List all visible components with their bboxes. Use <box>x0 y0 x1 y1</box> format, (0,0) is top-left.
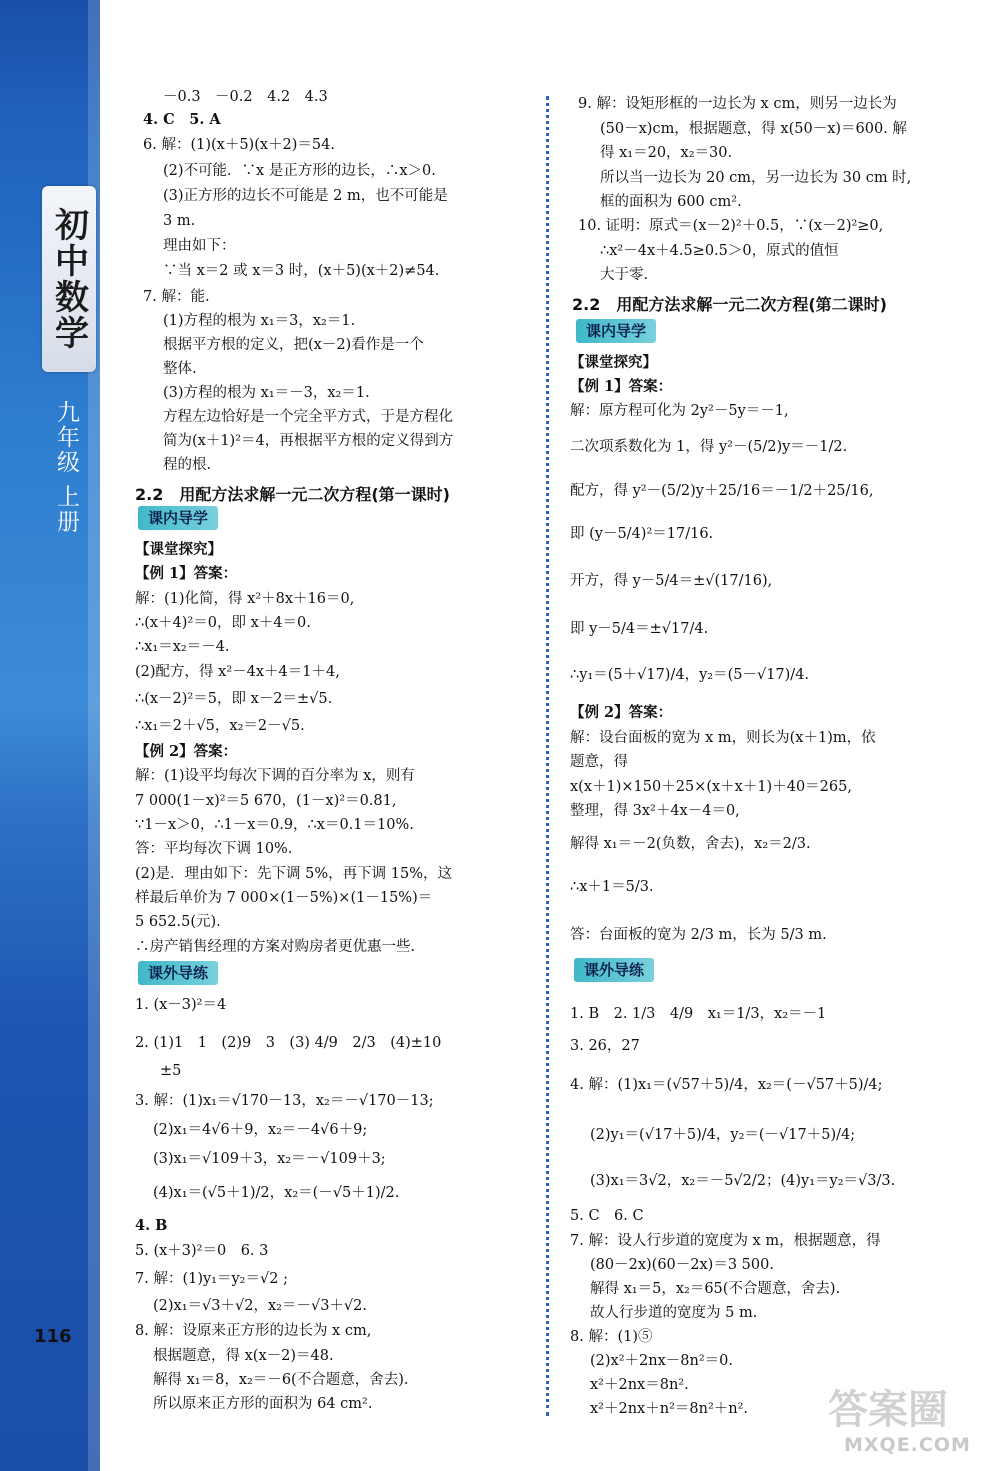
text-line: 整理，得 3x²＋4x－4＝0, <box>570 803 740 819</box>
text-line: ∴x²－4x＋4.5≥0.5＞0，原式的值恒 <box>600 243 839 259</box>
text-line: 【课堂探究】 <box>570 354 657 371</box>
text-line: 9. 解：设矩形框的一边长为 x cm，则另一边长为 <box>578 96 897 112</box>
text-line: 8. 解：设原来正方形的边长为 x cm, <box>135 1323 372 1339</box>
text-line: 1. (x－3)²＝4 <box>135 997 227 1013</box>
page-number: 116 <box>34 1326 72 1347</box>
text-line: 5. (x＋3)²＝0 6. 3 <box>135 1243 269 1259</box>
text-line: 解得 x₁＝－2(负数，舍去)，x₂＝2/3. <box>570 836 811 852</box>
text-line: 大于零. <box>600 267 649 283</box>
text-line: (50－x)cm，根据题意，得 x(50－x)＝600. 解 <box>600 121 907 137</box>
text-line: 根据题意，得 x(x－2)＝48. <box>153 1348 334 1364</box>
text-line: 解：设台面板的宽为 x m，则长为(x＋1)m，依 <box>570 730 876 746</box>
text-line: 7. 解：设人行步道的宽度为 x m，根据题意，得 <box>570 1233 881 1249</box>
text-line: 4. B <box>135 1217 168 1234</box>
text-line: 根据平方根的定义，把(x－2)看作是一个 <box>163 337 424 353</box>
grade-label: 九年级 上册 <box>53 400 79 535</box>
text-line: 4. 解：(1)x₁＝(√57＋5)/4，x₂＝(－√57＋5)/4; <box>570 1077 883 1093</box>
text-line: ∴x₁＝x₂＝－4. <box>135 639 230 655</box>
text-line: 故人行步道的宽度为 5 m. <box>590 1305 758 1321</box>
text-line: (2)x²＋2nx－8n²＝0. <box>590 1353 733 1369</box>
text-line: ∴x＋1＝5/3. <box>570 879 654 895</box>
book-title: 初中数学 <box>48 207 89 351</box>
text-line: 开方，得 y－5/4＝±√(17/16), <box>570 573 773 589</box>
text-line: 5 652.5(元). <box>135 914 221 930</box>
text-line: 整体. <box>163 361 197 377</box>
text-line: (3)正方形的边长不可能是 2 m，也不可能是 <box>163 188 448 204</box>
watermark <box>820 1378 988 1468</box>
text-line: 即 (y－5/4)²＝17/16. <box>570 526 714 542</box>
text-line: 所以原来正方形的面积为 64 cm². <box>153 1396 373 1412</box>
text-line: 解得 x₁＝8，x₂＝－6(不合题意，舍去). <box>153 1372 409 1388</box>
text-line: 1. B 2. 1/3 4/9 x₁＝1/3，x₂＝－1 <box>570 1006 827 1022</box>
text-line: x²＋2nx＋n²＝8n²＋n². <box>590 1401 749 1417</box>
text-line: 样最后单价为 7 000×(1－5%)×(1－15%)＝ <box>135 890 433 906</box>
text-line: 【例 1】答案： <box>135 565 238 582</box>
text-line: ∴y₁＝(5＋√17)/4，y₂＝(5－√17)/4. <box>570 667 810 683</box>
section-badge: 课外导练 <box>138 961 218 985</box>
text-line: 4. C 5. A <box>143 111 221 128</box>
text-line: ∴(x＋4)²＝0，即 x＋4＝0. <box>135 615 311 631</box>
text-line: 10. 证明：原式＝(x－2)²＋0.5，∵(x－2)²≥0, <box>578 218 884 234</box>
text-line: 配方，得 y²－(5/2)y＋25/16＝－1/2＋25/16, <box>570 483 874 499</box>
section-badge: 课内导学 <box>138 506 218 530</box>
section-badge: 课内导学 <box>576 319 656 343</box>
text-line: (1)方程的根为 x₁＝3，x₂＝1. <box>163 313 356 329</box>
text-line: 7. 解：(1)y₁＝y₂＝√2 ; <box>135 1271 288 1287</box>
text-line: ∵1－x＞0，∴1－x＝0.9，∴x＝0.1＝10%. <box>135 817 414 833</box>
text-line: (2)是．理由如下：先下调 5%，再下调 15%，这 <box>135 866 452 882</box>
text-line: x²＋2nx＝8n². <box>590 1377 689 1393</box>
text-line: 7. 解：能. <box>143 289 210 305</box>
text-line: 6. 解：(1)(x＋5)(x＋2)＝54. <box>143 137 335 153</box>
column-divider <box>546 96 549 1416</box>
text-line: 解：(1)化简，得 x²＋8x＋16＝0, <box>135 591 355 607</box>
text-line: (3)x₁＝√109＋3，x₂＝－√109＋3; <box>153 1151 386 1167</box>
text-line: (3)x₁＝3√2，x₂＝－5√2/2；(4)y₁＝y₂＝√3/3. <box>590 1173 896 1189</box>
text-line: 所以当一边长为 20 cm，另一边长为 30 cm 时, <box>600 170 912 186</box>
text-line: 框的面积为 600 cm². <box>600 194 742 210</box>
text-line: 【例 2】答案： <box>570 704 673 721</box>
text-line: (4)x₁＝(√5＋1)/2，x₂＝(－√5＋1)/2. <box>153 1185 400 1201</box>
section-title: 2.2 用配方法求解一元二次方程(第一课时) <box>135 485 450 504</box>
text-line: 答：平均每次下调 10%. <box>135 841 293 857</box>
text-line: 答：台面板的宽为 2/3 m，长为 5/3 m. <box>570 927 827 943</box>
text-line: 3. 26，27 <box>570 1038 640 1054</box>
text-line: 8. 解：(1)⑤ <box>570 1329 653 1345</box>
text-line: 【例 1】答案： <box>570 378 673 395</box>
text-line: 题意，得 <box>570 754 628 770</box>
text-line: －0.3 －0.2 4.2 4.3 <box>163 89 328 105</box>
text-line: 5. C 6. C <box>570 1208 644 1224</box>
text-line: 二次项系数化为 1，得 y²－(5/2)y＝－1/2. <box>570 439 848 455</box>
watermark-text: 答案圈 <box>828 1387 948 1433</box>
text-line: 3. 解：(1)x₁＝√170－13，x₂＝－√170－13; <box>135 1093 434 1109</box>
text-line: 简为(x＋1)²＝4，再根据平方根的定义得到方 <box>163 433 454 449</box>
text-line: (80－2x)(60－2x)＝3 500. <box>590 1257 774 1273</box>
text-line: (3)方程的根为 x₁＝－3，x₂＝1. <box>163 385 370 401</box>
watermark-url: MXQE.COM <box>844 1434 971 1456</box>
text-line: 2. (1)1 1 (2)9 3 (3) 4/9 2/3 (4)±10 <box>135 1035 442 1051</box>
text-line: ∴房产销售经理的方案对购房者更优惠一些. <box>135 939 416 955</box>
text-line: x(x＋1)×150＋25×(x＋x＋1)＋40＝265, <box>570 779 852 795</box>
text-line: 解得 x₁＝5，x₂＝65(不合题意，舍去). <box>590 1281 841 1297</box>
text-line: 理由如下： <box>163 238 236 254</box>
text-line: 即 y－5/4＝±√17/4. <box>570 621 709 637</box>
text-line: 解：(1)设平均每次下调的百分率为 x，则有 <box>135 768 415 784</box>
section-badge: 课外导练 <box>574 958 654 982</box>
text-line: 7 000(1－x)²＝5 670，(1－x)²＝0.81, <box>135 793 397 809</box>
text-line: 得 x₁＝20，x₂＝30. <box>600 145 733 161</box>
text-line: 解：原方程可化为 2y²－5y＝－1, <box>570 403 789 419</box>
text-line: ∵当 x＝2 或 x＝3 时，(x＋5)(x＋2)≠54. <box>163 263 440 279</box>
text-line: 程的根. <box>163 457 212 473</box>
text-line: (2)不可能．∵x 是正方形的边长，∴x＞0. <box>163 163 436 179</box>
text-line: (2)x₁＝√3＋√2，x₂＝－√3＋√2. <box>153 1298 367 1314</box>
text-line: ∴(x－2)²＝5，即 x－2＝±√5. <box>135 691 333 707</box>
text-line: 3 m. <box>163 213 196 229</box>
text-line: ±5 <box>160 1063 182 1079</box>
section-title: 2.2 用配方法求解一元二次方程(第二课时) <box>572 295 887 314</box>
text-line: ∴x₁＝2＋√5，x₂＝2－√5. <box>135 718 305 734</box>
text-line: 方程左边恰好是一个完全平方式，于是方程化 <box>163 409 453 425</box>
text-line: (2)y₁＝(√17＋5)/4，y₂＝(－√17＋5)/4; <box>590 1127 856 1143</box>
text-line: (2)配方，得 x²－4x＋4＝1＋4, <box>135 664 340 680</box>
text-line: 【课堂探究】 <box>135 541 222 558</box>
text-line: (2)x₁＝4√6＋9，x₂＝－4√6＋9; <box>153 1122 368 1138</box>
sidebar <box>0 0 100 1471</box>
book-title-box <box>42 186 96 372</box>
text-line: 【例 2】答案： <box>135 743 238 760</box>
